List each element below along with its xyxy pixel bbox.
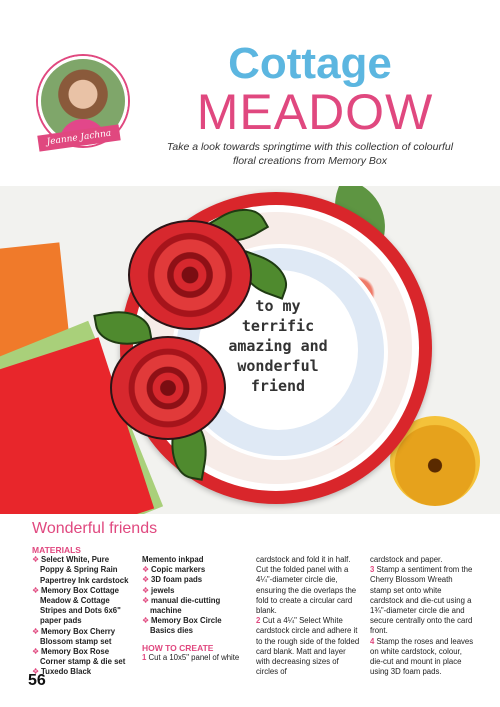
materials-column-1 [32, 545, 130, 678]
instructions-column-4 [370, 555, 474, 677]
sentiment-line: wonderful [237, 357, 319, 375]
material-item: ❖ Copic markers [142, 565, 240, 575]
material-item: ❖ manual die-cutting machine [142, 596, 240, 616]
material-item: ❖ Tuxedo Black [32, 667, 130, 677]
step-text: Cut a 10x5" panel of white [148, 652, 240, 662]
sentiment-line: friend [250, 377, 306, 395]
author-name-tag: Jeanne Jachna [37, 124, 120, 151]
section-title: Wonderful friends [32, 520, 158, 537]
material-item: ❖ Select White, Pure Poppy & Spring Rain Papertrey Ink cardstock [32, 555, 130, 586]
title-line-1: Cottage [228, 39, 392, 88]
step-3 [370, 565, 474, 636]
step-text: Stamp the roses and leaves on white cardstock, colour, die-cut and mount in place using 3D foam pads. [370, 636, 474, 677]
sentiment-line: to my [255, 297, 301, 315]
material-item: ❖ Memory Box Cherry Blossom stamp set [32, 627, 130, 647]
materials-heading: MATERIALS [32, 545, 81, 555]
rose-bottom [110, 336, 226, 440]
material-item: ❖ Memory Box Rose Corner stamp & die set [32, 647, 130, 667]
material-item: ❖ jewels [142, 586, 240, 596]
instructions-column-3 [256, 555, 360, 677]
step-number: 3 [370, 565, 375, 575]
step-text: cardstock and paper. [370, 555, 443, 564]
step-text: cardstock and fold it in half. Cut the folded panel with a 4¼"-diameter circle die, ensuring the die overlaps the fold to create a circular card blank. [256, 555, 357, 616]
card-photo [0, 186, 500, 514]
step-4 [370, 637, 474, 678]
page-number: 56 [28, 672, 46, 689]
step-number: 2 [256, 616, 261, 626]
title-line-2: MEADOW [196, 84, 434, 140]
step-text: Cut a 4¼" Select White cardstock circle and adhere it to the rough side of the folded card blank. Matt and layer with decreasing sizes of circles of [256, 616, 360, 677]
how-to-heading: HOW TO CREATE [142, 642, 214, 653]
material-item: ❖ Memory Box Circle Basics dies [142, 616, 240, 636]
step-number: 1 [142, 652, 147, 662]
material-item: Memento inkpad [142, 555, 204, 564]
sentiment-line: amazing and [228, 337, 328, 355]
step-2 [256, 616, 360, 677]
rose-top [128, 220, 252, 330]
step-1 [142, 653, 240, 663]
materials-column-2 [142, 555, 240, 663]
step-text: Stamp a sentiment from the Cherry Blossom Wreath stamp set onto white cardstock and die-cut using a 1¾"-diameter circle die and secure centrally onto the card front. [370, 565, 473, 636]
step-number: 4 [370, 636, 375, 646]
subtitle: Take a look towards springtime with this collection of colourful floral creations from Memory Box [166, 141, 454, 167]
material-item: ❖ 3D foam pads [142, 575, 240, 585]
material-item: ❖ Memory Box Cottage Meadow & Cottage Stripes and Dots 6x6" paper pads [32, 586, 130, 627]
sentiment-line: terrific [241, 317, 315, 335]
